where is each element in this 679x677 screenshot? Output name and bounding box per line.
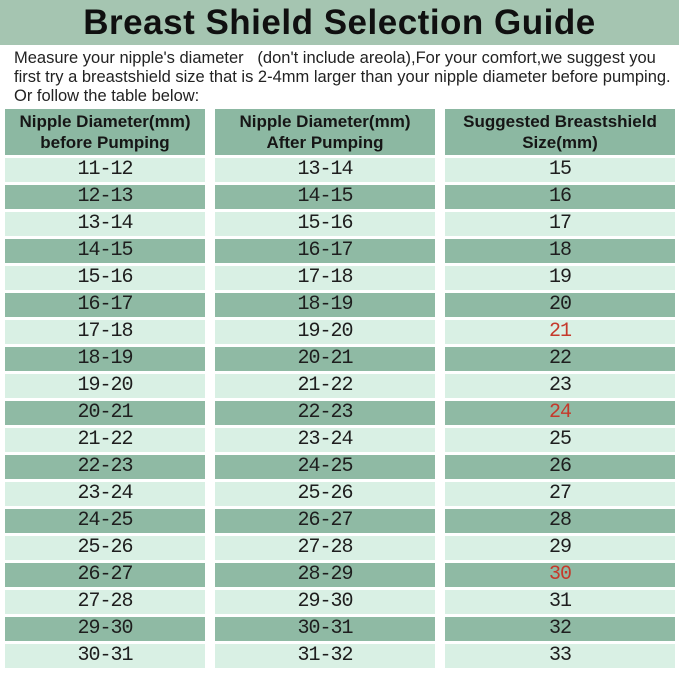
cell-suggested-size: 33 bbox=[445, 644, 675, 668]
cell-suggested-size: 31 bbox=[445, 590, 675, 614]
cell-suggested-size: 16 bbox=[445, 185, 675, 209]
intro-line-3: Or follow the table below: bbox=[14, 87, 200, 105]
cell-diameter-after: 21-22 bbox=[215, 374, 435, 398]
cell-suggested-size: 17 bbox=[445, 212, 675, 236]
table-row bbox=[5, 239, 675, 263]
cell-suggested-size: 19 bbox=[445, 266, 675, 290]
cell-diameter-before: 16-17 bbox=[5, 293, 205, 317]
header-line: Nipple Diameter(mm) bbox=[239, 112, 411, 131]
cell-diameter-before: 17-18 bbox=[5, 320, 205, 344]
table-row bbox=[5, 536, 675, 560]
cell-diameter-before: 27-28 bbox=[5, 590, 205, 614]
table-row bbox=[5, 455, 675, 479]
cell-suggested-size: 28 bbox=[445, 509, 675, 533]
intro-line-2: first try a breastshield size that is 2-4mm larger than your nipple diameter before pumping. bbox=[14, 68, 671, 86]
cell-suggested-size: 30 bbox=[445, 563, 675, 587]
cell-suggested-size: 22 bbox=[445, 347, 675, 371]
cell-diameter-after: 25-26 bbox=[215, 482, 435, 506]
table-row bbox=[5, 401, 675, 425]
header-line: Suggested Breastshield bbox=[463, 112, 657, 131]
cell-diameter-before: 19-20 bbox=[5, 374, 205, 398]
size-table bbox=[5, 109, 675, 668]
cell-suggested-size: 27 bbox=[445, 482, 675, 506]
cell-suggested-size: 29 bbox=[445, 536, 675, 560]
table-row bbox=[5, 509, 675, 533]
cell-suggested-size: 21 bbox=[445, 320, 675, 344]
cell-suggested-size: 15 bbox=[445, 158, 675, 182]
table-row bbox=[5, 374, 675, 398]
cell-diameter-before: 23-24 bbox=[5, 482, 205, 506]
cell-diameter-after: 18-19 bbox=[215, 293, 435, 317]
cell-diameter-before: 29-30 bbox=[5, 617, 205, 641]
table-row bbox=[5, 158, 675, 182]
table-row bbox=[5, 482, 675, 506]
intro-line-1: Measure your nipple's diameter (don't include areola),For your comfort,we suggest you bbox=[14, 49, 656, 67]
cell-diameter-after: 20-21 bbox=[215, 347, 435, 371]
cell-diameter-after: 17-18 bbox=[215, 266, 435, 290]
header-before-pumping bbox=[5, 109, 205, 155]
header-line: Nipple Diameter(mm) bbox=[19, 112, 191, 131]
cell-diameter-after: 30-31 bbox=[215, 617, 435, 641]
table-row bbox=[5, 320, 675, 344]
header-line: Size(mm) bbox=[522, 133, 598, 152]
table-row bbox=[5, 563, 675, 587]
intro-text bbox=[0, 45, 679, 106]
table-row bbox=[5, 617, 675, 641]
cell-suggested-size: 32 bbox=[445, 617, 675, 641]
cell-diameter-after: 28-29 bbox=[215, 563, 435, 587]
cell-suggested-size: 25 bbox=[445, 428, 675, 452]
cell-diameter-after: 26-27 bbox=[215, 509, 435, 533]
header-suggested-size bbox=[445, 109, 675, 155]
cell-diameter-after: 24-25 bbox=[215, 455, 435, 479]
cell-diameter-before: 18-19 bbox=[5, 347, 205, 371]
cell-diameter-after: 23-24 bbox=[215, 428, 435, 452]
cell-suggested-size: 18 bbox=[445, 239, 675, 263]
table-row bbox=[5, 590, 675, 614]
cell-diameter-after: 31-32 bbox=[215, 644, 435, 668]
cell-diameter-before: 12-13 bbox=[5, 185, 205, 209]
cell-diameter-before: 20-21 bbox=[5, 401, 205, 425]
table-header-row bbox=[5, 109, 675, 155]
cell-diameter-after: 27-28 bbox=[215, 536, 435, 560]
cell-suggested-size: 26 bbox=[445, 455, 675, 479]
table-row bbox=[5, 347, 675, 371]
cell-diameter-before: 26-27 bbox=[5, 563, 205, 587]
table-body bbox=[5, 158, 675, 668]
cell-suggested-size: 20 bbox=[445, 293, 675, 317]
cell-diameter-before: 13-14 bbox=[5, 212, 205, 236]
cell-suggested-size: 24 bbox=[445, 401, 675, 425]
table-row bbox=[5, 644, 675, 668]
cell-diameter-after: 16-17 bbox=[215, 239, 435, 263]
cell-diameter-before: 21-22 bbox=[5, 428, 205, 452]
table-row bbox=[5, 266, 675, 290]
cell-diameter-after: 15-16 bbox=[215, 212, 435, 236]
header-line: After Pumping bbox=[266, 133, 384, 152]
cell-diameter-before: 14-15 bbox=[5, 239, 205, 263]
cell-diameter-before: 25-26 bbox=[5, 536, 205, 560]
cell-diameter-after: 14-15 bbox=[215, 185, 435, 209]
header-after-pumping bbox=[215, 109, 435, 155]
page-title: Breast Shield Selection Guide bbox=[83, 3, 596, 42]
header-line: before Pumping bbox=[40, 133, 170, 152]
table-row bbox=[5, 293, 675, 317]
cell-diameter-before: 11-12 bbox=[5, 158, 205, 182]
table-row bbox=[5, 185, 675, 209]
cell-diameter-before: 15-16 bbox=[5, 266, 205, 290]
table-row bbox=[5, 212, 675, 236]
cell-diameter-before: 22-23 bbox=[5, 455, 205, 479]
cell-diameter-after: 29-30 bbox=[215, 590, 435, 614]
table-row bbox=[5, 428, 675, 452]
title-banner bbox=[0, 0, 679, 45]
cell-diameter-after: 13-14 bbox=[215, 158, 435, 182]
cell-diameter-before: 24-25 bbox=[5, 509, 205, 533]
cell-diameter-after: 22-23 bbox=[215, 401, 435, 425]
cell-diameter-after: 19-20 bbox=[215, 320, 435, 344]
cell-suggested-size: 23 bbox=[445, 374, 675, 398]
cell-diameter-before: 30-31 bbox=[5, 644, 205, 668]
